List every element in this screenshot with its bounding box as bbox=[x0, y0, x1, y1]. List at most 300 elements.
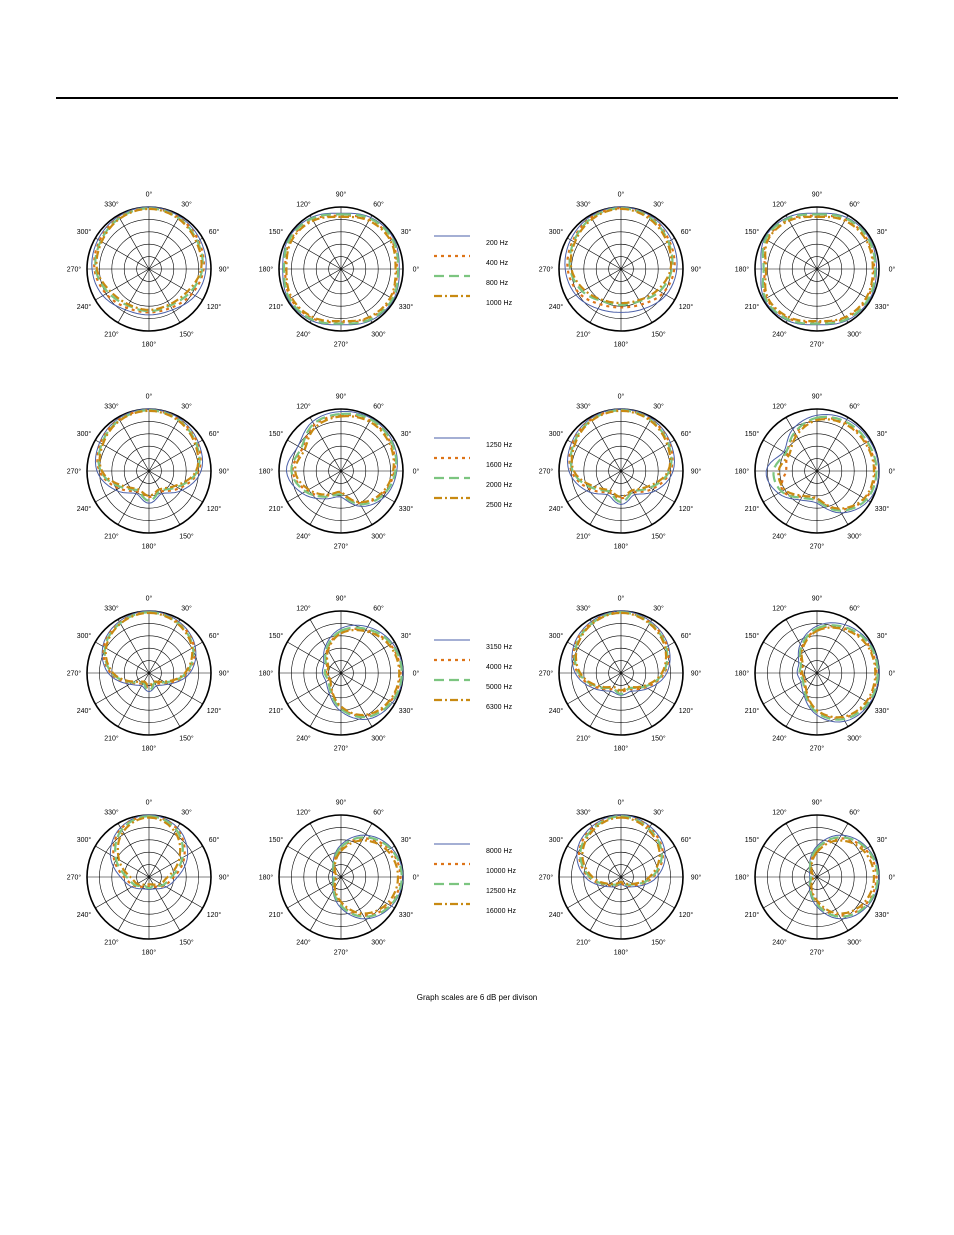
grid-spoke bbox=[817, 471, 848, 525]
grid-spoke bbox=[341, 877, 372, 931]
legend-label: 400 Hz bbox=[486, 260, 509, 267]
angle-label: 240° bbox=[772, 735, 787, 743]
angle-label: 60° bbox=[373, 201, 384, 209]
angle-label: 330° bbox=[398, 304, 414, 311]
legend-label: 800 Hz bbox=[486, 280, 509, 287]
angle-label: 180° bbox=[258, 468, 274, 476]
angle-label: 300° bbox=[548, 633, 564, 640]
angle-label: 60° bbox=[208, 837, 220, 844]
angle-label: 150° bbox=[179, 331, 194, 339]
angle-label: 330° bbox=[104, 201, 119, 209]
angle-label: 90° bbox=[811, 595, 823, 603]
polar-plot-4-right-vertical bbox=[735, 799, 896, 957]
grid-spoke bbox=[763, 846, 817, 877]
angle-label: 240° bbox=[76, 708, 92, 715]
angle-label: 150° bbox=[651, 533, 666, 541]
legend-row-2 bbox=[434, 438, 513, 509]
grid-spoke bbox=[590, 417, 621, 471]
grid-spoke bbox=[287, 269, 341, 300]
angle-label: 120° bbox=[296, 809, 311, 817]
grid-spoke bbox=[149, 440, 203, 471]
angle-label: 120° bbox=[296, 201, 311, 209]
grid-spoke bbox=[118, 215, 149, 269]
angle-label: 240° bbox=[76, 304, 92, 311]
angle-label: 210° bbox=[104, 735, 119, 743]
angle-label: 30° bbox=[181, 605, 192, 613]
angle-label: 210° bbox=[104, 939, 119, 947]
grid-spoke bbox=[763, 269, 817, 300]
grid-spoke bbox=[567, 877, 621, 908]
angle-label: 210° bbox=[576, 735, 591, 743]
angle-label: 60° bbox=[680, 229, 692, 236]
angle-label: 210° bbox=[268, 304, 284, 311]
angle-label: 270° bbox=[333, 543, 349, 551]
grid-spoke bbox=[621, 619, 652, 673]
grid-spoke bbox=[341, 269, 372, 323]
angle-label: 270° bbox=[538, 266, 554, 274]
angle-label: 150° bbox=[651, 735, 666, 743]
angle-label: 300° bbox=[847, 533, 862, 541]
angle-label: 240° bbox=[548, 912, 564, 919]
grid-spoke bbox=[817, 440, 871, 471]
angle-label: 240° bbox=[548, 304, 564, 311]
angle-label: 120° bbox=[772, 403, 787, 411]
angle-label: 330° bbox=[874, 304, 890, 311]
angle-label: 330° bbox=[576, 403, 591, 411]
angle-label: 60° bbox=[373, 605, 384, 613]
grid-spoke bbox=[763, 642, 817, 673]
angle-label: 330° bbox=[398, 506, 414, 513]
polar-plot-2-right-horizontal bbox=[539, 393, 702, 551]
angle-label: 60° bbox=[373, 403, 384, 411]
angle-label: 60° bbox=[208, 229, 220, 236]
grid-spoke bbox=[118, 417, 149, 471]
angle-label: 330° bbox=[576, 201, 591, 209]
angle-label: 300° bbox=[847, 735, 862, 743]
grid-spoke bbox=[341, 440, 395, 471]
angle-label: 240° bbox=[296, 331, 311, 339]
angle-label: 0° bbox=[412, 670, 420, 678]
angle-label: 90° bbox=[218, 670, 230, 678]
grid-spoke bbox=[341, 642, 395, 673]
series-line bbox=[325, 628, 402, 718]
angle-label: 300° bbox=[548, 837, 564, 844]
angle-label: 150° bbox=[268, 229, 284, 236]
angle-label: 300° bbox=[76, 431, 92, 438]
legend-label: 3150 Hz bbox=[486, 644, 513, 651]
angle-label: 120° bbox=[772, 605, 787, 613]
angle-label: 90° bbox=[690, 266, 702, 274]
angle-label: 150° bbox=[651, 331, 666, 339]
angle-label: 120° bbox=[772, 201, 787, 209]
grid-spoke bbox=[341, 877, 395, 908]
angle-label: 180° bbox=[141, 341, 157, 349]
legend-row-3 bbox=[434, 640, 513, 711]
angle-label: 0° bbox=[412, 468, 420, 476]
angle-label: 120° bbox=[678, 304, 694, 311]
grid-spoke bbox=[149, 269, 203, 300]
legend-label: 5000 Hz bbox=[486, 684, 513, 691]
angle-label: 180° bbox=[141, 543, 157, 551]
grid-spoke bbox=[817, 269, 848, 323]
angle-label: 240° bbox=[772, 331, 787, 339]
angle-label: 120° bbox=[206, 506, 222, 513]
angle-label: 120° bbox=[678, 912, 694, 919]
polar-plot-1-left-vertical bbox=[259, 191, 420, 349]
angle-label: 150° bbox=[268, 837, 284, 844]
grid-spoke bbox=[287, 642, 341, 673]
angle-label: 330° bbox=[104, 809, 119, 817]
grid-spoke bbox=[149, 619, 180, 673]
angle-label: 210° bbox=[576, 533, 591, 541]
grid-spoke bbox=[310, 215, 341, 269]
grid-spoke bbox=[621, 823, 652, 877]
angle-label: 180° bbox=[258, 670, 274, 678]
angle-label: 300° bbox=[847, 331, 862, 339]
angle-label: 150° bbox=[179, 735, 194, 743]
angle-label: 30° bbox=[181, 201, 192, 209]
grid-spoke bbox=[149, 673, 203, 704]
angle-label: 210° bbox=[744, 304, 760, 311]
legend-label: 1250 Hz bbox=[486, 442, 513, 449]
angle-label: 180° bbox=[258, 266, 274, 274]
angle-label: 180° bbox=[734, 468, 750, 476]
grid-spoke bbox=[817, 673, 871, 704]
grid-spoke bbox=[287, 440, 341, 471]
grid-spoke bbox=[621, 215, 652, 269]
legend-label: 12500 Hz bbox=[486, 888, 516, 895]
polar-plot-4-left-vertical bbox=[259, 799, 420, 957]
grid-spoke bbox=[621, 673, 652, 727]
angle-label: 210° bbox=[744, 708, 760, 715]
grid-spoke bbox=[763, 440, 817, 471]
angle-label: 300° bbox=[76, 837, 92, 844]
angle-label: 60° bbox=[208, 633, 220, 640]
angle-label: 150° bbox=[268, 431, 284, 438]
angle-label: 180° bbox=[613, 949, 629, 957]
legend-label: 2000 Hz bbox=[486, 482, 513, 489]
angle-label: 240° bbox=[296, 939, 311, 947]
angle-label: 330° bbox=[576, 605, 591, 613]
angle-label: 60° bbox=[680, 431, 692, 438]
legend-row-1 bbox=[434, 236, 513, 307]
angle-label: 0° bbox=[617, 393, 625, 401]
angle-label: 300° bbox=[371, 939, 386, 947]
grid-spoke bbox=[786, 673, 817, 727]
angle-label: 270° bbox=[333, 341, 349, 349]
angle-label: 330° bbox=[576, 809, 591, 817]
angle-label: 270° bbox=[66, 468, 82, 476]
angle-label: 210° bbox=[576, 331, 591, 339]
polar-plot-1-right-vertical bbox=[735, 191, 896, 349]
angle-label: 210° bbox=[744, 506, 760, 513]
angle-label: 300° bbox=[548, 229, 564, 236]
angle-label: 0° bbox=[617, 799, 625, 807]
angle-label: 120° bbox=[678, 506, 694, 513]
angle-label: 90° bbox=[811, 393, 823, 401]
angle-label: 240° bbox=[548, 506, 564, 513]
angle-label: 30° bbox=[876, 229, 888, 236]
angle-label: 30° bbox=[653, 605, 664, 613]
polar-plot-3-right-vertical bbox=[735, 595, 896, 753]
grid-spoke bbox=[310, 269, 341, 323]
angle-label: 120° bbox=[296, 605, 311, 613]
angle-label: 270° bbox=[333, 745, 349, 753]
legend-label: 1000 Hz bbox=[486, 300, 513, 307]
angle-label: 90° bbox=[335, 799, 347, 807]
angle-label: 60° bbox=[849, 403, 860, 411]
angle-label: 150° bbox=[744, 837, 760, 844]
angle-label: 270° bbox=[66, 670, 82, 678]
angle-label: 30° bbox=[400, 837, 412, 844]
grid-spoke bbox=[817, 417, 848, 471]
grid-spoke bbox=[786, 215, 817, 269]
angle-label: 30° bbox=[181, 403, 192, 411]
grid-spoke bbox=[341, 215, 372, 269]
legend-label: 6300 Hz bbox=[486, 704, 513, 711]
angle-label: 0° bbox=[145, 393, 153, 401]
angle-label: 120° bbox=[772, 809, 787, 817]
angle-label: 90° bbox=[690, 874, 702, 882]
grid-spoke bbox=[786, 269, 817, 323]
angle-label: 0° bbox=[145, 191, 153, 199]
angle-label: 90° bbox=[811, 191, 823, 199]
angle-label: 330° bbox=[874, 912, 890, 919]
grid-spoke bbox=[817, 215, 848, 269]
angle-label: 150° bbox=[651, 939, 666, 947]
angle-label: 60° bbox=[849, 605, 860, 613]
grid-spoke bbox=[95, 238, 149, 269]
angle-label: 180° bbox=[141, 949, 157, 957]
angle-label: 30° bbox=[400, 431, 412, 438]
angle-label: 0° bbox=[145, 595, 153, 603]
legend-label: 16000 Hz bbox=[486, 908, 516, 915]
angle-label: 0° bbox=[888, 670, 896, 678]
grid-spoke bbox=[817, 877, 871, 908]
angle-label: 180° bbox=[141, 745, 157, 753]
angle-label: 150° bbox=[179, 533, 194, 541]
angle-label: 270° bbox=[66, 874, 82, 882]
angle-label: 330° bbox=[398, 708, 414, 715]
grid-spoke bbox=[763, 877, 817, 908]
legend-row-4 bbox=[434, 844, 516, 915]
angle-label: 270° bbox=[538, 670, 554, 678]
angle-label: 210° bbox=[576, 939, 591, 947]
angle-label: 150° bbox=[744, 229, 760, 236]
angle-label: 210° bbox=[104, 533, 119, 541]
angle-label: 300° bbox=[847, 939, 862, 947]
angle-label: 240° bbox=[76, 912, 92, 919]
angle-label: 0° bbox=[145, 799, 153, 807]
grid-spoke bbox=[95, 673, 149, 704]
grid-spoke bbox=[341, 238, 395, 269]
angle-label: 210° bbox=[744, 912, 760, 919]
polar-plot-4-right-horizontal bbox=[539, 799, 702, 957]
angle-label: 30° bbox=[653, 403, 664, 411]
angle-label: 60° bbox=[849, 201, 860, 209]
angle-label: 270° bbox=[809, 949, 825, 957]
angle-label: 330° bbox=[874, 506, 890, 513]
angle-label: 60° bbox=[373, 809, 384, 817]
grid-spoke bbox=[95, 877, 149, 908]
angle-label: 150° bbox=[268, 633, 284, 640]
grid-spoke bbox=[621, 417, 652, 471]
angle-label: 180° bbox=[613, 745, 629, 753]
angle-label: 150° bbox=[744, 633, 760, 640]
grid-spoke bbox=[149, 673, 180, 727]
angle-label: 210° bbox=[268, 506, 284, 513]
grid-spoke bbox=[817, 471, 871, 502]
polar-plot-2-right-vertical bbox=[735, 393, 896, 551]
grid-spoke bbox=[590, 619, 621, 673]
angle-label: 30° bbox=[181, 809, 192, 817]
angle-label: 0° bbox=[888, 874, 896, 882]
angle-label: 0° bbox=[617, 191, 625, 199]
scale-caption: Graph scales are 6 dB per divison bbox=[416, 993, 538, 1002]
angle-label: 270° bbox=[538, 468, 554, 476]
angle-label: 90° bbox=[335, 393, 347, 401]
legend-label: 8000 Hz bbox=[486, 848, 513, 855]
angle-label: 270° bbox=[66, 266, 82, 274]
angle-label: 90° bbox=[218, 266, 230, 274]
grid-spoke bbox=[763, 238, 817, 269]
polar-plot-4-left-horizontal bbox=[67, 799, 230, 957]
legend-label: 1600 Hz bbox=[486, 462, 513, 469]
angle-label: 60° bbox=[208, 431, 220, 438]
angle-label: 30° bbox=[653, 201, 664, 209]
angle-label: 270° bbox=[809, 341, 825, 349]
angle-label: 240° bbox=[296, 735, 311, 743]
angle-label: 30° bbox=[653, 809, 664, 817]
grid-spoke bbox=[310, 877, 341, 931]
angle-label: 270° bbox=[809, 745, 825, 753]
grid-spoke bbox=[149, 215, 180, 269]
angle-label: 120° bbox=[206, 708, 222, 715]
angle-label: 30° bbox=[876, 837, 888, 844]
grid-spoke bbox=[817, 269, 871, 300]
grid-spoke bbox=[341, 417, 372, 471]
angle-label: 0° bbox=[888, 468, 896, 476]
angle-label: 60° bbox=[849, 809, 860, 817]
angle-label: 240° bbox=[296, 533, 311, 541]
angle-label: 180° bbox=[734, 874, 750, 882]
grid-spoke bbox=[590, 215, 621, 269]
grid-spoke bbox=[621, 877, 675, 908]
angle-label: 330° bbox=[104, 605, 119, 613]
angle-label: 90° bbox=[218, 468, 230, 476]
angle-label: 240° bbox=[548, 708, 564, 715]
grid-spoke bbox=[590, 823, 621, 877]
angle-label: 90° bbox=[690, 670, 702, 678]
angle-label: 270° bbox=[538, 874, 554, 882]
grid-spoke bbox=[567, 269, 621, 300]
legend-label: 10000 Hz bbox=[486, 868, 516, 875]
angle-label: 300° bbox=[371, 331, 386, 339]
grid-spoke bbox=[149, 877, 203, 908]
angle-label: 60° bbox=[680, 633, 692, 640]
polar-plot-1-left-horizontal bbox=[67, 191, 230, 349]
angle-label: 60° bbox=[680, 837, 692, 844]
grid-spoke bbox=[817, 238, 871, 269]
angle-label: 120° bbox=[206, 304, 222, 311]
grid-spoke bbox=[817, 877, 848, 931]
angle-label: 0° bbox=[412, 266, 420, 274]
angle-label: 210° bbox=[104, 331, 119, 339]
polar-plot-2-left-horizontal bbox=[67, 393, 230, 551]
angle-label: 270° bbox=[809, 543, 825, 551]
angle-label: 180° bbox=[734, 266, 750, 274]
grid-spoke bbox=[341, 673, 395, 704]
angle-label: 30° bbox=[400, 229, 412, 236]
angle-label: 300° bbox=[76, 229, 92, 236]
angle-label: 90° bbox=[811, 799, 823, 807]
angle-label: 30° bbox=[876, 431, 888, 438]
legend-label: 200 Hz bbox=[486, 240, 509, 247]
angle-label: 90° bbox=[218, 874, 230, 882]
angle-label: 120° bbox=[678, 708, 694, 715]
angle-label: 240° bbox=[76, 506, 92, 513]
angle-label: 300° bbox=[371, 533, 386, 541]
angle-label: 120° bbox=[296, 403, 311, 411]
legend-label: 2500 Hz bbox=[486, 502, 513, 509]
polar-plot-3-right-horizontal bbox=[539, 595, 702, 753]
angle-label: 330° bbox=[874, 708, 890, 715]
grid-spoke bbox=[817, 642, 871, 673]
angle-label: 90° bbox=[335, 595, 347, 603]
angle-label: 30° bbox=[400, 633, 412, 640]
grid-spoke bbox=[149, 238, 203, 269]
grid-spoke bbox=[621, 846, 675, 877]
angle-label: 210° bbox=[268, 708, 284, 715]
angle-label: 150° bbox=[179, 939, 194, 947]
polar-plot-3-left-vertical bbox=[259, 595, 420, 753]
polar-plot-3-left-horizontal bbox=[67, 595, 230, 753]
grid-spoke bbox=[621, 471, 652, 525]
angle-label: 120° bbox=[206, 912, 222, 919]
grid-spoke bbox=[118, 619, 149, 673]
polar-plot-1-right-horizontal bbox=[539, 191, 702, 349]
angle-label: 300° bbox=[548, 431, 564, 438]
grid-spoke bbox=[149, 417, 180, 471]
grid-spoke bbox=[567, 846, 621, 877]
angle-label: 90° bbox=[335, 191, 347, 199]
polar-plot-2-left-vertical bbox=[259, 393, 420, 551]
grid-spoke bbox=[621, 440, 675, 471]
angle-label: 240° bbox=[772, 939, 787, 947]
grid-spoke bbox=[341, 823, 372, 877]
angle-label: 0° bbox=[412, 874, 420, 882]
angle-label: 180° bbox=[734, 670, 750, 678]
angle-label: 150° bbox=[744, 431, 760, 438]
angle-label: 270° bbox=[333, 949, 349, 957]
angle-label: 300° bbox=[76, 633, 92, 640]
angle-label: 30° bbox=[876, 633, 888, 640]
angle-label: 180° bbox=[258, 874, 274, 882]
grid-spoke bbox=[817, 823, 848, 877]
angle-label: 330° bbox=[104, 403, 119, 411]
angle-label: 0° bbox=[888, 266, 896, 274]
grid-spoke bbox=[590, 673, 621, 727]
angle-label: 330° bbox=[398, 912, 414, 919]
angle-label: 240° bbox=[772, 533, 787, 541]
angle-label: 180° bbox=[613, 543, 629, 551]
grid-spoke bbox=[341, 269, 395, 300]
angle-label: 210° bbox=[268, 912, 284, 919]
grid-spoke bbox=[287, 238, 341, 269]
series-line bbox=[802, 628, 876, 718]
angle-label: 180° bbox=[613, 341, 629, 349]
angle-label: 300° bbox=[371, 735, 386, 743]
